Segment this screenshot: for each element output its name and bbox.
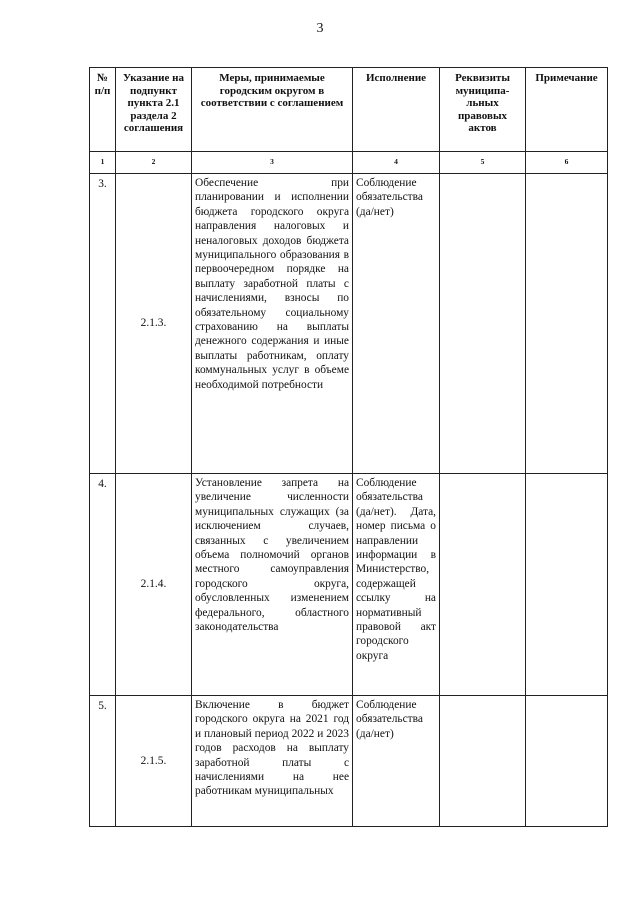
row-requisites	[440, 174, 526, 474]
table-row	[90, 696, 608, 827]
row-clause: 2.1.4.	[116, 474, 192, 696]
row-execution: Соблюдение обязательства (да/нет). Дата, номер письма о направлении информации в Министерство, содержащей ссылку на нормативный правовой акт городского округа	[353, 474, 440, 696]
table-row	[90, 174, 608, 474]
page-number: 3	[316, 21, 324, 36]
row-measure: Включение в бюджет городского округа на 2021 год и плановый период 2022 и 2023 годов расходов на выплату заработной платы с начислениями на нее работникам муниципальных	[192, 696, 353, 827]
header-number: № п/п	[90, 68, 116, 152]
table-header-row	[90, 68, 608, 152]
row-clause: 2.1.5.	[116, 696, 192, 827]
column-number: 2	[116, 152, 192, 174]
column-number-row	[90, 152, 608, 174]
row-execution: Соблюдение обязательства (да/нет)	[353, 696, 440, 827]
row-requisites	[440, 474, 526, 696]
column-number: 3	[192, 152, 353, 174]
column-number: 1	[90, 152, 116, 174]
header-clause: Указание на подпункт пункта 2.1 раздела 2 соглашения	[116, 68, 192, 152]
row-clause: 2.1.3.	[116, 174, 192, 474]
row-measure: Установление запрета на увеличение численности муниципальных служащих (за исключением случаев, связанных с увеличением объема полномочий органов местного самоуправления городского округа, обусловленных изменением федерального, областного законодательства	[192, 474, 353, 696]
row-note	[526, 696, 608, 827]
table-row	[90, 474, 608, 696]
header-execution: Исполнение	[353, 68, 440, 152]
column-number: 5	[440, 152, 526, 174]
row-note	[526, 174, 608, 474]
row-number: 5.	[90, 696, 116, 827]
column-number: 4	[353, 152, 440, 174]
row-note	[526, 474, 608, 696]
header-note: Примечание	[526, 68, 608, 152]
row-number: 4.	[90, 474, 116, 696]
row-number: 3.	[90, 174, 116, 474]
header-requisites: Реквизиты муниципа-льных правовых актов	[440, 68, 526, 152]
row-execution: Соблюдение обязательства (да/нет)	[353, 174, 440, 474]
measures-table	[89, 67, 608, 827]
header-measures: Меры, принимаемые городским округом в соответствии с соглашением	[192, 68, 353, 152]
row-measure: Обеспечение при планировании и исполнении бюджета городского округа направления налоговых и неналоговых доходов бюджета муниципального образования в первоочередном порядке на выплату заработной платы с начислениями, взносы по обязательному социальному страхованию на выплаты денежного содержания и иные выплаты работникам, оплату коммунальных услуг в объеме необходимой потребности	[192, 174, 353, 474]
row-requisites	[440, 696, 526, 827]
column-number: 6	[526, 152, 608, 174]
